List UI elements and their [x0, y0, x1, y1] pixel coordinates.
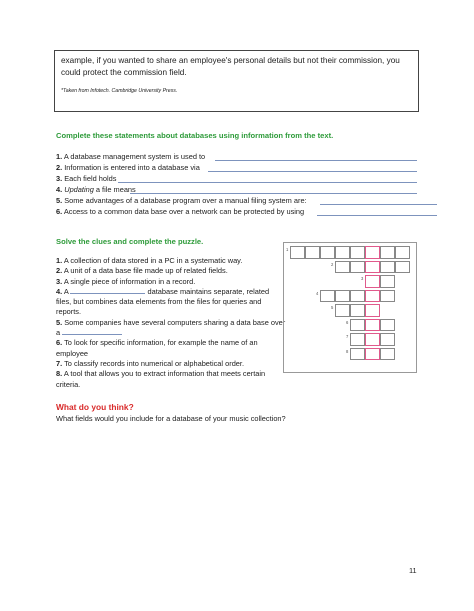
puzzle-cell[interactable] — [350, 348, 365, 361]
clue-8 — [56, 369, 286, 390]
statement-6 — [56, 207, 304, 217]
clue-4-blank[interactable] — [70, 287, 145, 294]
puzzle-cell[interactable] — [365, 275, 380, 288]
puzzle-cell[interactable] — [365, 290, 380, 303]
page-number: 11 — [409, 566, 417, 575]
statement-number: 1. — [56, 152, 63, 161]
statement-text: Information is entered into a database via — [64, 163, 200, 172]
puzzle-cell[interactable] — [350, 304, 365, 317]
clue-6 — [56, 338, 286, 359]
clue-3 — [56, 277, 286, 287]
puzzle-cell[interactable] — [350, 319, 365, 332]
statement-text: Some advantages of a database program over a manual filing system are: — [64, 196, 307, 205]
puzzle-cell[interactable] — [380, 348, 395, 361]
statement-emphasis: Updating — [64, 185, 94, 194]
answer-blank-1[interactable] — [215, 160, 417, 161]
puzzle-cell[interactable] — [365, 304, 380, 317]
clue-2 — [56, 266, 286, 276]
section2-heading: Solve the clues and complete the puzzle. — [56, 237, 204, 246]
answer-blank-6[interactable] — [317, 215, 437, 216]
statement-4 — [56, 185, 136, 195]
statement-text: Access to a common data base over a network can be protected by using — [63, 207, 305, 216]
puzzle-cell[interactable] — [380, 319, 395, 332]
clue-text: A unit of a data base file made up of related fields. — [63, 266, 228, 276]
statement-5 — [56, 196, 307, 206]
clue-number: 5. — [56, 317, 63, 327]
puzzle-row-number: 5 — [331, 305, 334, 310]
statement-3 — [56, 174, 116, 184]
puzzle-cell[interactable] — [350, 261, 365, 274]
puzzle-cell[interactable] — [365, 261, 380, 274]
clue-number: 7. — [56, 358, 63, 368]
puzzle-row-number: 1 — [286, 247, 289, 252]
puzzle-cell[interactable] — [335, 246, 350, 259]
puzzle-row-number: 3 — [361, 276, 364, 281]
puzzle-row-number: 8 — [346, 348, 349, 354]
puzzle-row-number: 6 — [346, 319, 349, 325]
puzzle-cell[interactable] — [365, 348, 380, 361]
statement-number: 2. — [56, 163, 63, 172]
puzzle-cell[interactable] — [350, 333, 365, 346]
puzzle-cell[interactable] — [395, 246, 410, 259]
puzzle-row-number: 7 — [346, 334, 349, 339]
clue-text: A tool that allows you to extract information that meets certain criteria. — [56, 369, 266, 389]
clue-text: A collection of data stored in a PC in a systematic way. — [63, 256, 243, 265]
answer-blank-5[interactable] — [320, 204, 437, 205]
puzzle-cell[interactable] — [320, 246, 335, 259]
clue-4 — [56, 287, 286, 318]
puzzle-cell[interactable] — [350, 290, 365, 303]
puzzle-cell[interactable] — [380, 275, 395, 288]
clue-5-blank[interactable] — [62, 328, 122, 335]
clue-1 — [56, 256, 286, 266]
crossword-puzzle — [283, 242, 417, 373]
puzzle-row-number: 2 — [331, 261, 334, 267]
intro-text: example, if you wanted to share an employee's personal details but not their commission, you could protect the commission field. — [61, 56, 400, 77]
puzzle-cell[interactable] — [365, 333, 380, 346]
statement-number: 6. — [56, 207, 63, 216]
clue-list — [56, 256, 286, 390]
puzzle-cell[interactable] — [305, 246, 320, 259]
section1-heading: Complete these statements about databases using information from the text. — [56, 131, 334, 140]
puzzle-cell[interactable] — [380, 246, 395, 259]
citation: *Taken from Infotech. Cambridge University Press. — [61, 88, 178, 94]
clue-number: 1. — [56, 256, 63, 265]
answer-blank-3[interactable] — [118, 182, 417, 183]
clue-number: 2. — [56, 266, 63, 276]
puzzle-cell[interactable] — [395, 261, 410, 274]
clue-text-a: Some companies have several computers sharing a data base over a — [56, 317, 286, 338]
statement-number: 5. — [56, 196, 63, 205]
clue-number: 6. — [56, 338, 63, 348]
clue-number: 3. — [56, 276, 63, 286]
puzzle-cell[interactable] — [365, 319, 380, 332]
statement-text: A database management system is used to — [63, 152, 206, 161]
puzzle-cell[interactable] — [365, 246, 380, 259]
statement-number: 4. — [56, 185, 63, 194]
section3-question: What fields would you include for a database of your music collection? — [56, 414, 286, 423]
clue-text: A single piece of information in a record. — [63, 276, 196, 286]
statement-1 — [56, 152, 205, 162]
statement-text: Each field holds — [64, 174, 117, 183]
intro-text-box — [54, 50, 419, 112]
puzzle-row-number: 4 — [316, 290, 319, 296]
clue-7 — [56, 359, 286, 369]
clue-number: 8. — [56, 369, 63, 379]
puzzle-cell[interactable] — [320, 290, 335, 303]
puzzle-cell[interactable] — [380, 261, 395, 274]
clue-5 — [56, 318, 286, 339]
section3-heading: What do you think? — [56, 402, 134, 412]
clue-text: To classify records into numerical or alphabetical order. — [64, 358, 245, 368]
clue-number: 4. — [56, 286, 63, 296]
puzzle-cell[interactable] — [335, 290, 350, 303]
clue-text-b: database maintains separate, related files, but combines data elements from the files for queries and reports. — [56, 286, 270, 317]
statement-number: 3. — [56, 174, 63, 183]
puzzle-cell[interactable] — [380, 333, 395, 346]
puzzle-cell[interactable] — [350, 246, 365, 259]
puzzle-cell[interactable] — [380, 290, 395, 303]
puzzle-cell[interactable] — [335, 261, 350, 274]
puzzle-cell[interactable] — [290, 246, 305, 259]
statement-2 — [56, 163, 200, 173]
answer-blank-4[interactable] — [130, 193, 417, 194]
answer-blank-2[interactable] — [208, 171, 417, 172]
puzzle-cell[interactable] — [335, 304, 350, 317]
statement-text: a file means — [95, 185, 136, 194]
clue-text-a: A — [63, 286, 69, 296]
clue-text: To look for specific information, for example the name of an employee — [56, 338, 258, 358]
